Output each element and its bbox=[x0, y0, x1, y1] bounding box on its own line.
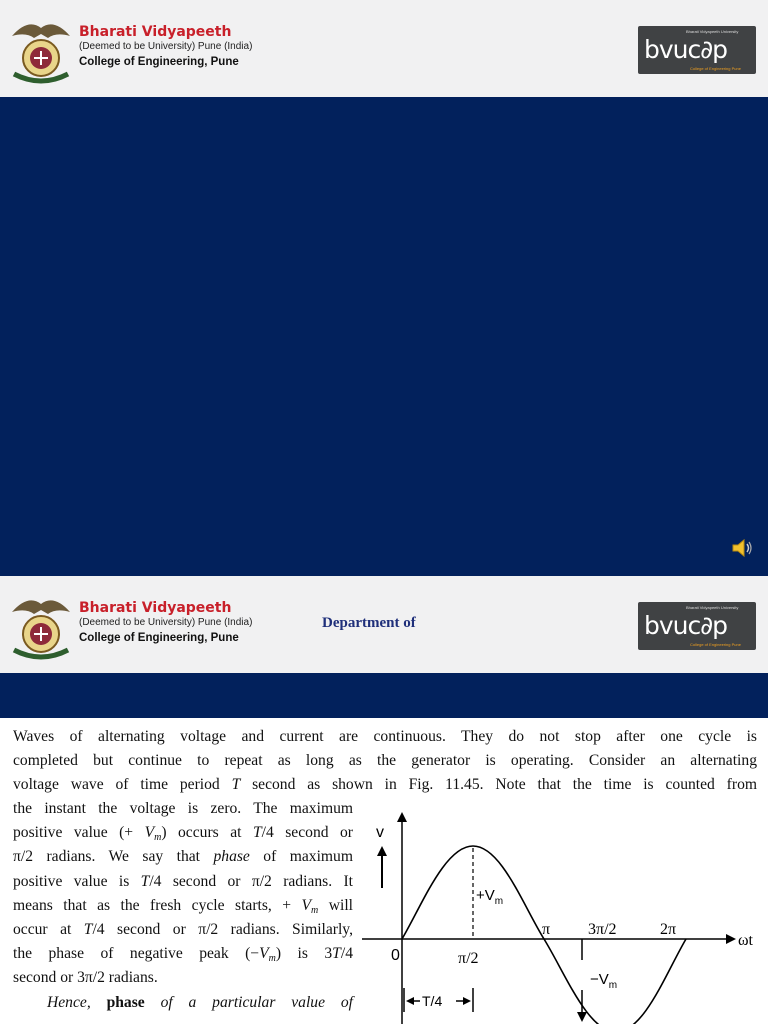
text-line: occur at T/4 second or π/2 radians. Similarly, bbox=[13, 920, 353, 938]
institution-name: Bharati Vidyapeeth bbox=[79, 600, 232, 616]
department-title: Department of bbox=[322, 615, 416, 631]
origin-label: 0 bbox=[391, 947, 400, 964]
three-pi-half-label: 3π/2 bbox=[588, 921, 617, 938]
y-axis-arrow bbox=[397, 812, 407, 822]
text-line: positive value is T/4 second or π/2 radians. It bbox=[13, 872, 354, 890]
t-quarter-label: T/4 bbox=[422, 993, 443, 1009]
text-line: positive value (+ $V_m$) occurs at T/4 second or bbox=[13, 824, 354, 844]
text-line: Waves of alternating voltage and current are continuous. They do not stop after one cycle is bbox=[13, 728, 757, 745]
institution-subtitle: (Deemed to be University) Pune (India) bbox=[79, 41, 253, 52]
institution-subtitle: (Deemed to be University) Pune (India) bbox=[79, 617, 253, 628]
logo-tag: College of Engineering Pune bbox=[690, 66, 741, 71]
institution-block bbox=[79, 24, 252, 70]
pi-half-label: π/2 bbox=[458, 950, 479, 967]
text-line: the phase of negative peak $(-V_m)$ is 3T/4 bbox=[13, 945, 353, 965]
college-name: College of Engineering, Pune bbox=[79, 632, 239, 644]
text-line: the instant the voltage is zero. The maximum bbox=[13, 800, 353, 817]
text-line: π/2 radians. We say that phase of maximum bbox=[13, 848, 353, 866]
text-line: second or 3π/2 radians. bbox=[13, 969, 158, 987]
logo-tag: College of Engineering Pune bbox=[690, 642, 741, 647]
bvucoep-logo bbox=[638, 602, 756, 650]
logo-text: bvuc∂p bbox=[644, 35, 728, 64]
college-name: College of Engineering, Pune bbox=[79, 56, 239, 68]
text-line: Hence, phase of a particular value of bbox=[47, 993, 353, 1011]
minus-vm-label: $-V_m$ bbox=[590, 971, 618, 991]
two-pi-label: 2π bbox=[660, 921, 677, 938]
university-emblem-icon bbox=[8, 14, 74, 86]
v-label: v bbox=[376, 824, 384, 841]
paragraph-left bbox=[13, 797, 353, 1015]
institution-name: Bharati Vidyapeeth bbox=[79, 24, 232, 40]
slide2-title-band bbox=[0, 673, 768, 718]
institution-block bbox=[79, 600, 252, 646]
slide1-body bbox=[0, 97, 768, 576]
bvucoep-logo bbox=[638, 26, 756, 74]
speaker-icon[interactable] bbox=[730, 536, 754, 560]
text-line: means that as the fresh cycle starts, + $V_m$ will bbox=[13, 896, 353, 916]
logo-small-text: Bharati Vidyapeeth University bbox=[686, 29, 739, 34]
logo-small-text: Bharati Vidyapeeth University bbox=[686, 605, 739, 610]
university-emblem-icon bbox=[8, 590, 74, 662]
pi-label: π bbox=[542, 921, 551, 938]
x-axis-arrow bbox=[726, 934, 736, 944]
plus-vm-label: $+V_m$ bbox=[476, 887, 504, 907]
omega-t-label: ωt bbox=[738, 932, 753, 949]
paragraph-top bbox=[13, 725, 757, 798]
logo-text: bvuc∂p bbox=[644, 611, 728, 640]
sine-wave-figure bbox=[360, 800, 768, 1024]
slide1-header bbox=[0, 0, 768, 97]
text-line: voltage wave of time period T second as shown in Fig. 11.45. Note that the time is counted from bbox=[13, 776, 757, 794]
text-line: completed but continue to repeat as long as the generator is operating. Consider an alternating bbox=[13, 752, 757, 770]
